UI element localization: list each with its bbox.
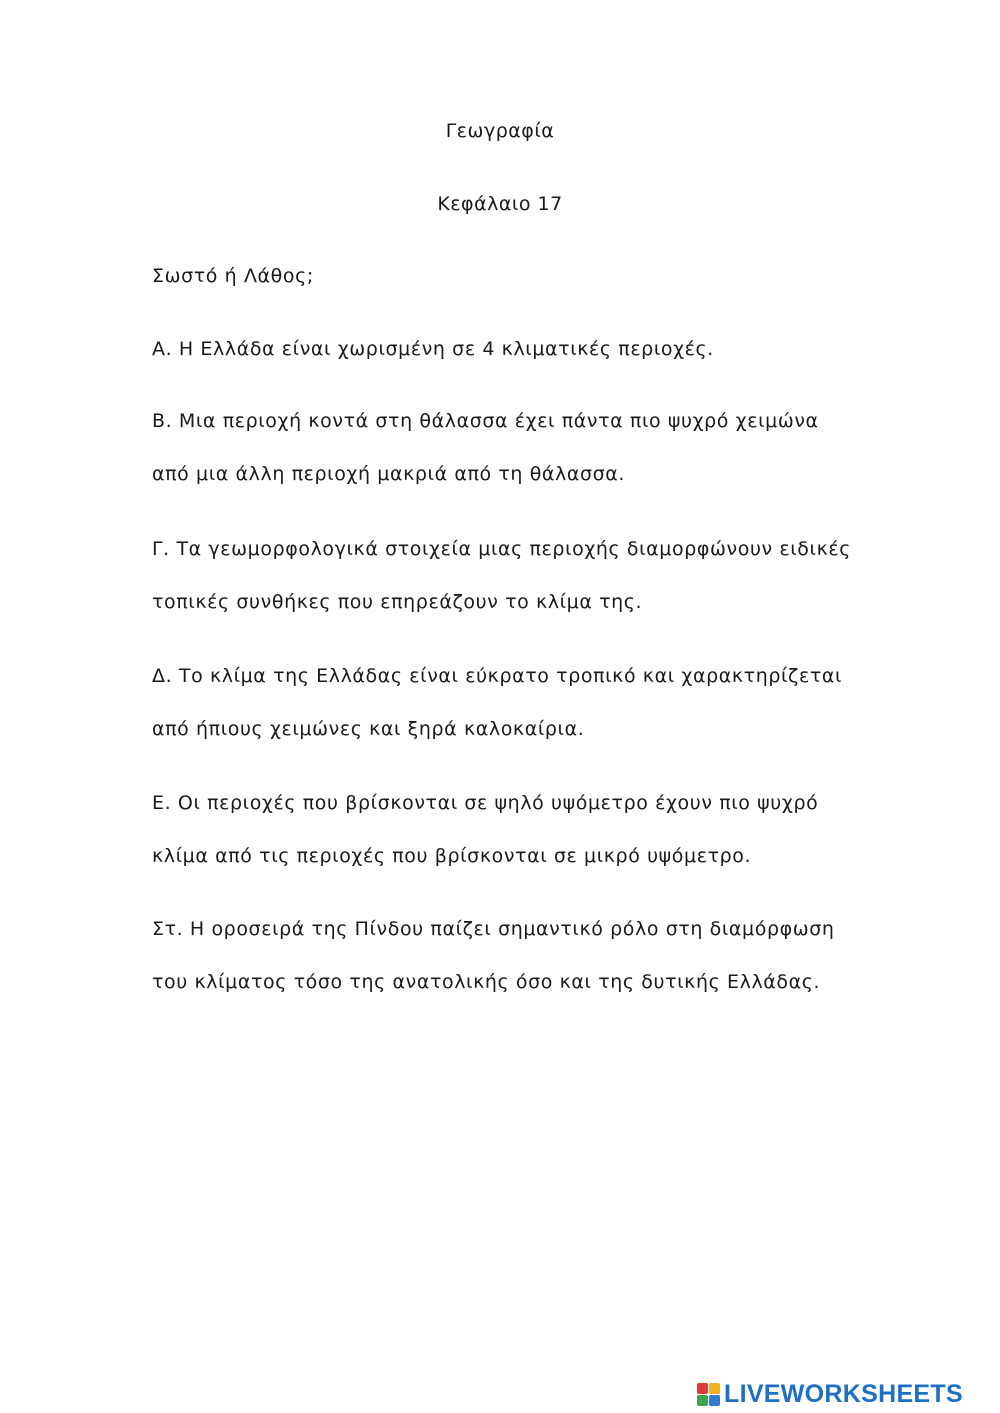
subject-title: Γεωγραφία [445,120,555,142]
question-st-line-1: Στ. Η οροσειρά της Πίνδου παίζει σημαντικό ρόλο στη διαμόρφωση [152,918,835,940]
question-b-line-1: Β. Μια περιοχή κοντά στη θάλασσα έχει πάντα πιο ψυχρό χειμώνα [152,410,819,432]
question-a: Α. Η Ελλάδα είναι χωρισμένη σε 4 κλιματικές περιοχές. [152,338,714,360]
liveworksheets-logo [697,1378,997,1410]
instruction-text: Σωστό ή Λάθος; [152,265,314,287]
chapter-title: Κεφάλαιο 17 [437,193,563,215]
logo-text: LIVEWORKSHEETS [724,1379,963,1408]
question-c-line-2: τοπικές συνθήκες που επηρεάζουν το κλίμα της. [152,591,643,613]
question-e-line-2: κλίμα από τις περιοχές που βρίσκονται σε μικρό υψόμετρο. [152,845,752,867]
question-st-line-2: του κλίματος τόσο της ανατολικής όσο και της δυτικής Ελλάδας. [152,971,821,993]
logo-mark-icon [697,1383,720,1406]
question-d-line-1: Δ. Το κλίμα της Ελλάδας είναι εύκρατο τροπικό και χαρακτηρίζεται [152,665,843,687]
question-b-line-2: από μια άλλη περιοχή μακριά από τη θάλασσα. [152,463,626,485]
question-d-line-2: από ήπιους χειμώνες και ξηρά καλοκαίρια. [152,718,585,740]
question-e-line-1: Ε. Οι περιοχές που βρίσκονται σε ψηλό υψόμετρο έχουν πιο ψυχρό [152,792,819,814]
question-c-line-1: Γ. Τα γεωμορφολογικά στοιχεία μιας περιοχής διαμορφώνουν ειδικές [152,538,851,560]
